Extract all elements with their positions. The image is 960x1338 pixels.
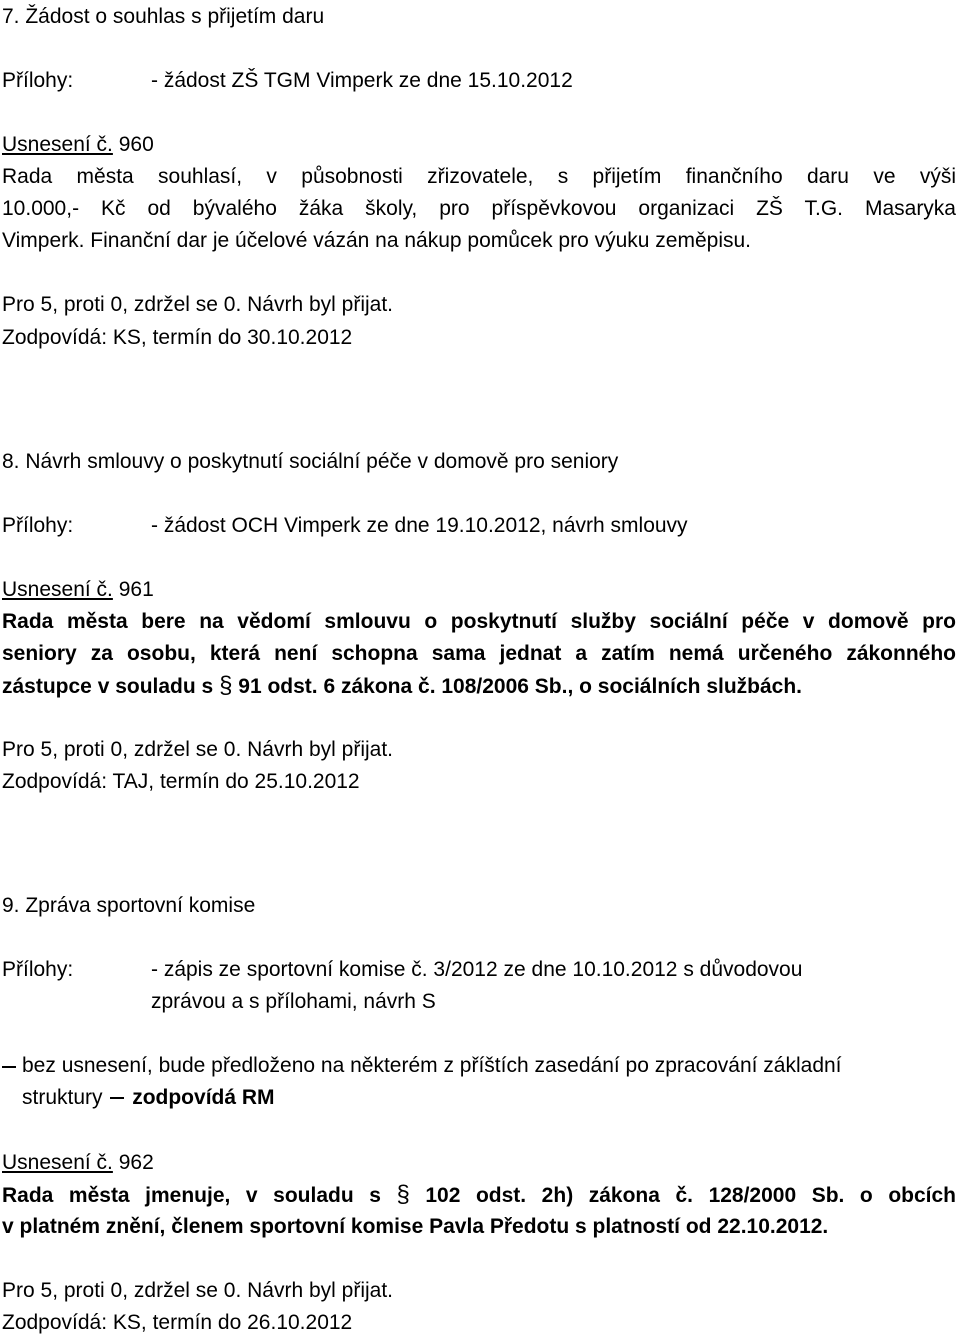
resolution-962-label — [2, 1150, 154, 1176]
dash-marker — [110, 1097, 124, 1099]
body-text: 102 odst. 2h) zákona č. 128/2000 Sb. o obcích — [425, 1184, 956, 1207]
section-9-note-line-2 — [22, 1085, 275, 1111]
resolution-960-body-line-3: Vimperk. Finanční dar je účelové vázán na nákup pomůcek pro výuku zeměpisu. — [2, 229, 752, 252]
resolution-961-body-line-3 — [2, 673, 802, 700]
section-7-heading: 7. Žádost o souhlas s přijetím daru — [2, 5, 325, 28]
section-9-attachments-value-line-2: zprávou a s přílohami, návrh S — [151, 990, 436, 1013]
body-text: 91 odst. 6 zákona č. 108/2006 Sb., o sociálních službách. — [238, 675, 803, 698]
section-8-heading: 8. Návrh smlouvy o poskytnutí sociální péče v domově pro seniory — [2, 450, 619, 473]
resolution-960-label — [2, 132, 154, 158]
note-text: struktury — [22, 1086, 103, 1109]
section-8-responsible: Zodpovídá: TAJ, termín do 25.10.2012 — [2, 770, 360, 793]
section-sign: § — [396, 1181, 410, 1208]
resolution-number: 960 — [112, 133, 154, 156]
section-7-responsible: Zodpovídá: KS, termín do 30.10.2012 — [2, 326, 353, 349]
body-text: Rada města jmenuje, v souladu s — [2, 1184, 381, 1207]
section-9-attachments-label: Přílohy: — [2, 958, 74, 981]
section-7-vote: Pro 5, proti 0, zdržel se 0. Návrh byl přijat. — [2, 293, 393, 316]
resolution-961-label — [2, 577, 154, 603]
resolution-number: 962 — [112, 1151, 154, 1174]
section-8-attachments-value: - žádost OCH Vimperk ze dne 19.10.2012, návrh smlouvy — [151, 514, 688, 537]
resolution-label: Usnesení č. — [2, 1151, 113, 1174]
section-9-note-line-1: bez usnesení, bude předloženo na některém z příštích zasedání po zpracování základní — [22, 1054, 842, 1077]
resolution-961-body-line-2: seniory za osobu, která není schopna sama jednat a zatím nemá určeného zákonného — [2, 642, 956, 665]
section-9-attachments-value-line-1: - zápis ze sportovní komise č. 3/2012 ze dne 10.10.2012 s důvodovou — [151, 958, 803, 981]
resolution-961-body-line-1: Rada města bere na vědomí smlouvu o poskytnutí služby sociální péče v domově pro — [2, 610, 956, 633]
section-8-attachments-label: Přílohy: — [2, 514, 74, 537]
resolution-label: Usnesení č. — [2, 578, 113, 601]
note-responsible: zodpovídá RM — [132, 1086, 275, 1109]
section-9-responsible: Zodpovídá: KS, termín do 26.10.2012 — [2, 1311, 353, 1334]
body-text: zástupce v souladu s — [2, 675, 214, 698]
resolution-962-body-line-1 — [2, 1182, 956, 1209]
resolution-960-body-line-1: Rada města souhlasí, v působnosti zřizovatele, s přijetím finančního daru ve výši — [2, 165, 956, 188]
section-8-vote: Pro 5, proti 0, zdržel se 0. Návrh byl přijat. — [2, 738, 393, 761]
resolution-960-body-line-2: 10.000,- Kč od bývalého žáka školy, pro příspěvkovou organizaci ZŠ T.G. Masaryka — [2, 197, 956, 220]
resolution-number: 961 — [112, 578, 154, 601]
resolution-label: Usnesení č. — [2, 133, 113, 156]
section-7-attachments-value: - žádost ZŠ TGM Vimperk ze dne 15.10.2012 — [151, 69, 573, 92]
section-sign: § — [219, 672, 233, 699]
section-7-attachments-label: Přílohy: — [2, 69, 74, 92]
section-9-vote: Pro 5, proti 0, zdržel se 0. Návrh byl přijat. — [2, 1279, 393, 1302]
section-9-heading: 9. Zpráva sportovní komise — [2, 894, 256, 917]
dash-marker — [2, 1066, 16, 1068]
resolution-962-body-line-2: v platném znění, členem sportovní komise Pavla Předotu s platností od 22.10.2012. — [2, 1215, 829, 1238]
